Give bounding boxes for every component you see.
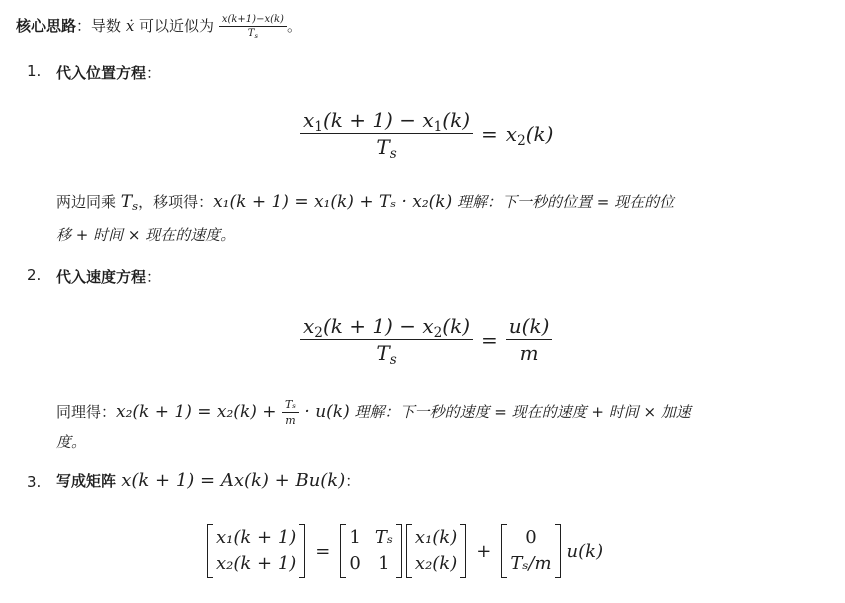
intro-fraction: $\frac{x(k+1)-x(k)}{T_s}$ (219, 14, 287, 39)
step1-fraction: $\frac{x_1(k + 1) - x_1(k)}{T_s}$ (300, 108, 473, 159)
xdot-symbol: ẋ (125, 17, 135, 35)
step1-number: 1. (27, 62, 42, 80)
step3-number: 3. (27, 473, 42, 491)
step1-heading: 代入位置方程： (56, 64, 162, 82)
state-vector: x₁(k) x₂(k) (406, 524, 466, 578)
step2-fraction-right: $\frac{u(k)}{m}$ (506, 314, 553, 365)
step1-display-equation: $\frac{x_1(k + 1) - x_1(k)}{T_s}$ = $x_2(k)$ (300, 108, 553, 159)
step2-number: 2. (27, 266, 42, 284)
step2-display-equation: $\frac{x_2(k + 1) - x_2(k)}{T_s}$ = $\frac{u(k)}{m}$ (300, 314, 552, 365)
step1-explanation-line1: 两边同乘 $T_s$，移项得：x₁(k + 1) = x₁(k) + Tₛ · x₂(k) 理解：下一秒的位置 = 现在的位 (56, 192, 675, 214)
intro-line: 核心思路：导数 ẋ 可以近似为 $\frac{x(k+1)-x(k)}{T_s}$ 。 (16, 14, 302, 40)
step2-explanation-line1: 同理得：x₂(k + 1) = x₂(k) + $\frac{\text{Tₛ}}{m}$ · u(k) 理解：下一秒的速度 = 现在的速度 + 时间 × 加速 (56, 398, 691, 427)
matrix-A: 1 Tₛ 0 1 (340, 524, 402, 578)
lhs-vector: x₁(k + 1) x₂(k + 1) (207, 524, 305, 578)
step2-inline-fraction: $\frac{\text{Tₛ}}{m}$ (282, 398, 299, 427)
matrix-B: 0 Tₛ/m (501, 524, 560, 578)
step2-fraction-left: $\frac{x_2(k + 1) - x_2(k)}{T_s}$ (300, 314, 473, 365)
intro-bold: 核心思路 (16, 17, 77, 35)
step1-explanation-line2: 移 + 时间 × 现在的速度。 (56, 226, 236, 244)
step2-explanation-line2: 度。 (56, 433, 87, 451)
step1-rhs: $x_2(k)$ (505, 121, 554, 149)
step3-inline-equation: x(k + 1) = Ax(k) + Bu(k) (121, 470, 346, 491)
step1-inline-equation: x₁(k + 1) = x₁(k) + Tₛ · x₂(k) (213, 192, 453, 212)
input-u: u(k) (566, 540, 604, 562)
step3-heading: 写成矩阵 x(k + 1) = Ax(k) + Bu(k)： (56, 470, 361, 491)
step2-heading: 代入速度方程： (56, 268, 162, 286)
step3-matrix-equation: x₁(k + 1) x₂(k + 1) = 1 Tₛ 0 1 x₁(k) x₂(k) + 0 Tₛ/m u(k) (205, 524, 603, 578)
